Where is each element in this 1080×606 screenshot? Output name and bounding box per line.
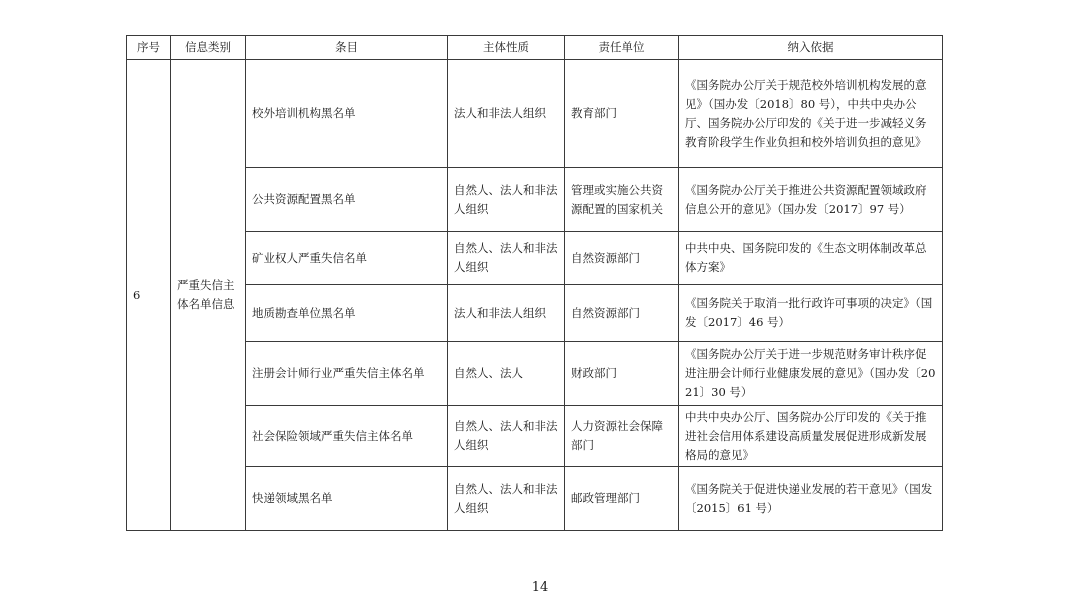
seq-cell: 6 xyxy=(127,60,171,531)
unit-cell: 教育部门 xyxy=(565,60,679,168)
basis-cell: 《国务院办公厅关于规范校外培训机构发展的意见》（国办发〔2018〕80 号），中共中央办公厅、国务院办公厅印发的《关于进一步减轻义务教育阶段学生作业负担和校外培训负担的意见》 xyxy=(679,60,943,168)
header-basis: 纳入依据 xyxy=(679,36,943,60)
unit-cell: 自然资源部门 xyxy=(565,232,679,285)
table-row xyxy=(127,285,943,342)
item-cell: 地质勘查单位黑名单 xyxy=(246,285,448,342)
item-cell: 快递领域黑名单 xyxy=(246,467,448,531)
item-cell: 注册会计师行业严重失信主体名单 xyxy=(246,342,448,406)
header-unit: 责任单位 xyxy=(565,36,679,60)
header-seq: 序号 xyxy=(127,36,171,60)
nature-cell: 自然人、法人和非法人组织 xyxy=(448,232,565,285)
header-item: 条目 xyxy=(246,36,448,60)
header-nature: 主体性质 xyxy=(448,36,565,60)
basis-cell: 中共中央办公厅、国务院办公厅印发的《关于推进社会信用体系建设高质量发展促进形成新发展格局的意见》 xyxy=(679,406,943,467)
category-cell: 严重失信主体名单信息 xyxy=(171,60,246,531)
unit-cell: 人力资源社会保障部门 xyxy=(565,406,679,467)
table-row xyxy=(127,232,943,285)
nature-cell: 自然人、法人和非法人组织 xyxy=(448,406,565,467)
item-cell: 社会保险领域严重失信主体名单 xyxy=(246,406,448,467)
item-cell: 校外培训机构黑名单 xyxy=(246,60,448,168)
basis-cell: 《国务院办公厅关于进一步规范财务审计秩序促进注册会计师行业健康发展的意见》（国办发〔2021〕30 号） xyxy=(679,342,943,406)
nature-cell: 自然人、法人 xyxy=(448,342,565,406)
unit-cell: 自然资源部门 xyxy=(565,285,679,342)
nature-cell: 法人和非法人组织 xyxy=(448,60,565,168)
unit-cell: 管理或实施公共资源配置的国家机关 xyxy=(565,168,679,232)
table-row xyxy=(127,168,943,232)
table-row xyxy=(127,406,943,467)
blacklist-table xyxy=(126,35,943,531)
page-number: 14 xyxy=(531,580,549,595)
header-category: 信息类别 xyxy=(171,36,246,60)
item-cell: 公共资源配置黑名单 xyxy=(246,168,448,232)
basis-cell: 《国务院办公厅关于推进公共资源配置领域政府信息公开的意见》（国办发〔2017〕97 号） xyxy=(679,168,943,232)
nature-cell: 法人和非法人组织 xyxy=(448,285,565,342)
table-row xyxy=(127,342,943,406)
basis-cell: 《国务院关于促进快递业发展的若干意见》（国发〔2015〕61 号） xyxy=(679,467,943,531)
table-header-row xyxy=(127,36,943,60)
table-row xyxy=(127,467,943,531)
table-row xyxy=(127,60,943,168)
unit-cell: 财政部门 xyxy=(565,342,679,406)
nature-cell: 自然人、法人和非法人组织 xyxy=(448,168,565,232)
basis-cell: 中共中央、国务院印发的《生态文明体制改革总体方案》 xyxy=(679,232,943,285)
basis-cell: 《国务院关于取消一批行政许可事项的决定》（国发〔2017〕46 号） xyxy=(679,285,943,342)
item-cell: 矿业权人严重失信名单 xyxy=(246,232,448,285)
nature-cell: 自然人、法人和非法人组织 xyxy=(448,467,565,531)
unit-cell: 邮政管理部门 xyxy=(565,467,679,531)
